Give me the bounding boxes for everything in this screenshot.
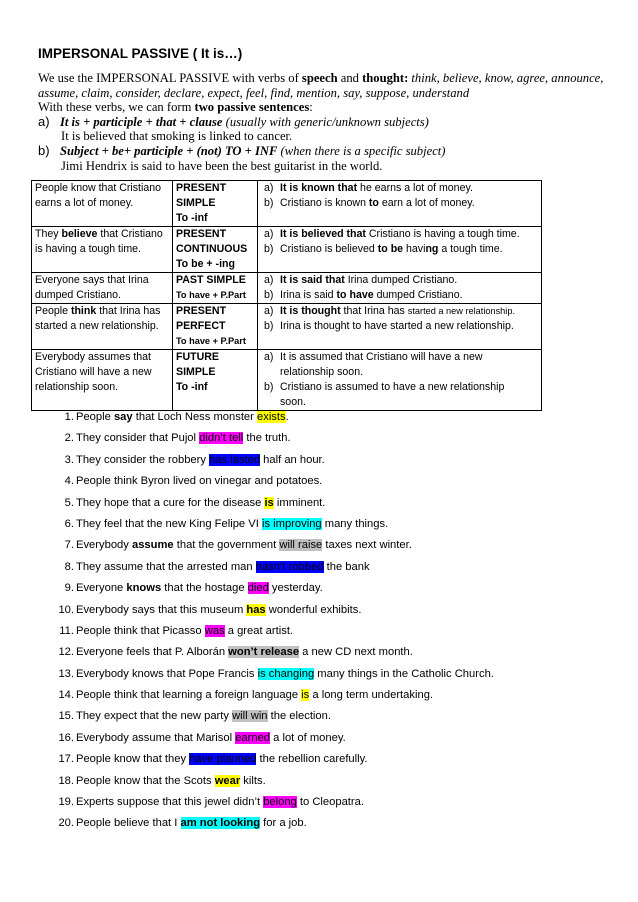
highlighted-verb: has — [246, 603, 266, 616]
item-sentence: People think that learning a foreign language is a long term undertaking. — [76, 689, 434, 702]
rule-b: b) Subject + be+ participle + (not) TO + INF (when there is a specific subject) — [38, 142, 446, 158]
highlighted-verb: is improving — [261, 517, 322, 530]
highlighted-verb: hasn’t robbed — [255, 560, 324, 573]
page-title: IMPERSONAL PASSIVE ( It is…) — [38, 46, 243, 61]
highlighted-verb: is — [301, 689, 310, 702]
intro-definition: We use the IMPERSONAL PASSIVE with verbs of speech and thought: think, believe, know, agree, announce, assume, claim, consider, declare, expect, feel, find, mention, say, suppose, understand — [38, 71, 604, 100]
item-sentence: Experts suppose that this jewel didn’t belong to Cleopatra. — [76, 796, 364, 809]
item-number: 15. — [58, 710, 74, 723]
active-sentence: Everybody assumes that Cristiano will have a new relationship soon. — [32, 350, 173, 411]
item-sentence: They consider the robbery has lasted half an hour. — [76, 453, 325, 466]
item-number: 16. — [58, 731, 74, 744]
highlighted-verb: is changing — [257, 667, 315, 680]
highlighted-verb: won’t release — [228, 646, 300, 659]
item-number: 5. — [64, 496, 74, 509]
highlighted-verb: am not looking — [180, 817, 261, 830]
active-sentence: Everyone says that Irina dumped Cristiano. — [32, 273, 173, 304]
item-number: 8. — [64, 560, 74, 573]
tense-cell: PRESENT SIMPLE To -inf — [173, 181, 258, 227]
tense-cell: PAST SIMPLE To have + P.Part — [173, 273, 258, 304]
item-number: 2. — [64, 432, 74, 445]
item-sentence: Everyone knows that the hostage died yesterday. — [76, 582, 323, 595]
item-number: 10. — [58, 603, 74, 616]
item-number: 1. — [64, 411, 74, 423]
passive-sentences: a) It is thought that Irina has started a new relationship. b) Irina is thought to have started a new relationship. — [258, 304, 542, 350]
passive-sentences: a) It is said that Irina dumped Cristiano. b) Irina is said to have dumped Cristiano. — [258, 273, 542, 304]
rule-b-example: Jimi Hendrix is said to have been the best guitarist in the world. — [61, 158, 383, 173]
highlighted-verb: has lasted — [209, 453, 261, 466]
intro-two-sentences: With these verbs, we can form two passive sentences: — [38, 100, 313, 115]
item-sentence: People believe that I am not looking for a job. — [76, 817, 307, 830]
item-sentence: People know that they have planned the rebellion carefully. — [76, 753, 368, 766]
tense-cell: FUTURE SIMPLE To -inf — [173, 350, 258, 411]
table-row — [32, 273, 542, 304]
item-sentence: People think Byron lived on vinegar and potatoes. — [76, 475, 323, 488]
table-row — [32, 227, 542, 273]
item-number: 18. — [58, 774, 74, 787]
passive-sentences: a) It is believed that Cristiano is having a tough time. b) Cristiano is believed to be having a tough time. — [258, 227, 542, 273]
table-row — [32, 350, 542, 411]
item-number: 14. — [58, 689, 74, 702]
highlighted-verb: is — [264, 496, 274, 509]
table-row — [32, 304, 542, 350]
examples-table — [31, 180, 542, 411]
item-number: 11. — [59, 624, 74, 637]
highlighted-verb: died — [247, 582, 269, 595]
item-number: 19. — [58, 796, 74, 809]
rule-a-example: It is believed that smoking is linked to cancer. — [61, 129, 293, 144]
item-number: 13. — [58, 667, 74, 680]
passive-sentences: a) It is known that he earns a lot of money. b) Cristiano is known to earn a lot of money. — [258, 181, 542, 227]
highlighted-verb: will raise — [279, 539, 323, 552]
emphasized-verb: knows — [126, 582, 162, 595]
item-sentence: Everybody knows that Pope Francis is changing many things in the Catholic Church. — [76, 667, 494, 680]
item-number: 3. — [64, 453, 74, 466]
tense-cell: PRESENT PERFECT To have + P.Part — [173, 304, 258, 350]
intro-text — [38, 71, 613, 173]
passive-sentences: a) It is assumed that Cristiano will have a new relationship soon. b) Cristiano is assumed to have a new relationship soon. — [258, 350, 542, 411]
item-sentence: People say that Loch Ness monster exists. — [76, 411, 289, 423]
emphasized-verb: say — [113, 411, 133, 423]
item-sentence: They hope that a cure for the disease is imminent. — [76, 496, 326, 509]
highlighted-verb: earned — [235, 731, 271, 744]
highlighted-verb: was — [204, 624, 225, 637]
item-sentence: They feel that the new King Felipe VI is improving many things. — [76, 517, 389, 530]
item-number: 20. — [58, 817, 74, 830]
active-sentence: They believe that Cristiano is having a tough time. — [32, 227, 173, 273]
item-sentence: People think that Picasso was a great artist. — [76, 624, 294, 637]
tense-cell: PRESENT CONTINUOUS To be + -ing — [173, 227, 258, 273]
item-sentence: They expect that the new party will win the election. — [76, 710, 331, 723]
item-sentence: People know that the Scots wear kilts. — [76, 774, 266, 787]
item-sentence: They assume that the arrested man hasn’t robbed the bank — [76, 560, 370, 573]
item-sentence: They consider that Pujol didn’t tell the truth. — [76, 432, 291, 445]
highlighted-verb: have planned — [189, 753, 257, 766]
item-number: 7. — [64, 539, 74, 552]
item-sentence: Everybody says that this museum has wonderful exhibits. — [76, 603, 362, 616]
highlighted-verb: belong — [263, 796, 297, 809]
highlighted-verb: wear — [214, 774, 241, 787]
highlighted-verb: exists — [257, 411, 286, 423]
emphasized-verb: assume — [131, 539, 174, 552]
item-number: 6. — [64, 517, 74, 530]
active-sentence: People think that Irina has started a new relationship. — [32, 304, 173, 350]
rule-a: a) It is + participle + that + clause (usually with generic/unknown subjects) — [38, 113, 429, 129]
item-number: 4. — [64, 475, 74, 488]
highlighted-verb: didn’t tell — [199, 432, 244, 445]
active-sentence: People know that Cristiano earns a lot of money. — [32, 181, 173, 227]
item-number: 12. — [58, 646, 74, 659]
item-number: 17. — [58, 753, 74, 766]
item-sentence: Everybody assume that the government will raise taxes next winter. — [76, 539, 412, 552]
item-sentence: Everyone feels that P. Alborán won’t release a new CD next month. — [76, 646, 413, 659]
item-number: 9. — [64, 582, 74, 595]
highlighted-verb: will win — [232, 710, 268, 723]
item-sentence: Everybody assume that Marisol earned a lot of money. — [76, 731, 346, 744]
table-row — [32, 181, 542, 227]
